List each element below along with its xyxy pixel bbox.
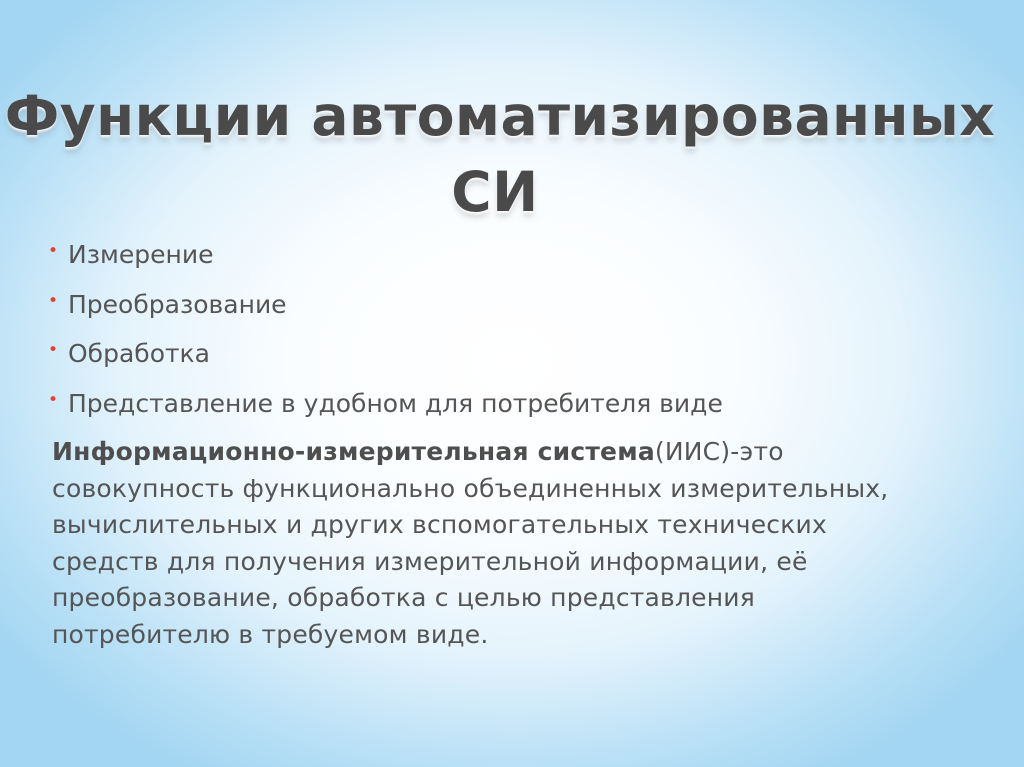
definition-line-2: совокупность функционально объединенных измерительных,	[52, 473, 889, 503]
definition-abbr: (ИИС)	[654, 437, 731, 466]
bullet-icon: •	[48, 290, 59, 311]
list-item	[48, 335, 723, 385]
bullet-text: Измерение	[68, 240, 214, 269]
title-line-2: СИ	[451, 160, 539, 224]
definition-line-5: преобразование, обработка с целью представления	[52, 583, 755, 612]
definition-line-6: потребителю в требуемом виде.	[52, 619, 489, 649]
bullet-text: Преобразование	[68, 289, 287, 319]
list-item	[48, 385, 723, 435]
definition-line-3: вычислительных и других вспомогательных технических	[52, 510, 827, 539]
definition-line-4: средств для получения измерительной информации, её	[52, 546, 808, 576]
list-item	[48, 286, 723, 336]
bullet-list	[48, 236, 723, 434]
definition-line-1-rest: -это	[730, 437, 784, 466]
bullet-text: Обработка	[68, 339, 210, 368]
bullet-icon: •	[48, 389, 59, 410]
slide-title	[0, 78, 1000, 230]
list-item	[48, 236, 723, 286]
definition-term: Информационно-измерительная система	[52, 437, 655, 466]
bullet-icon: •	[48, 340, 59, 360]
bullet-icon: •	[48, 241, 59, 261]
title-line-1: Функции автоматизированных	[4, 84, 996, 148]
definition-paragraph	[52, 434, 992, 653]
bullet-text: Представление в удобном для потребителя виде	[68, 388, 723, 418]
